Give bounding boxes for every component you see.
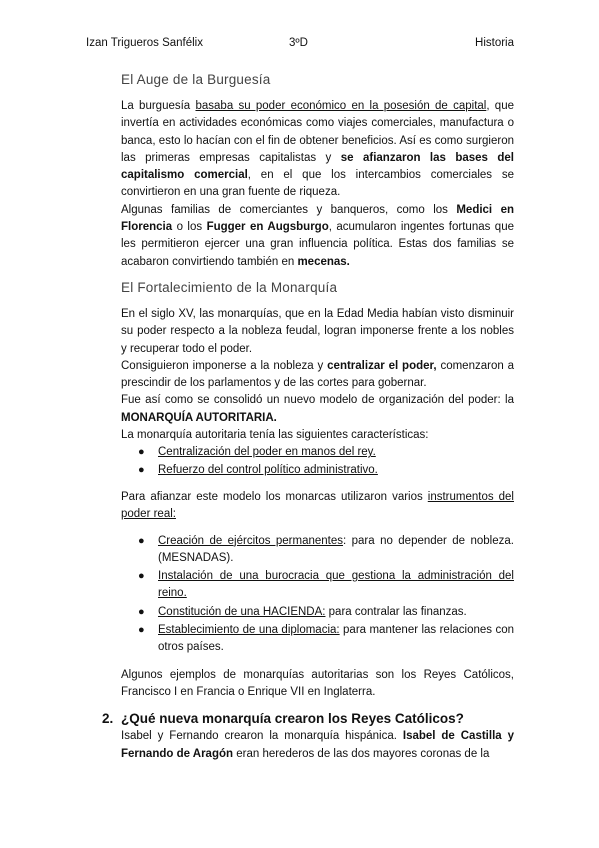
list-item	[121, 622, 514, 657]
list-item-text: para mantener las relaciones con otros países.	[158, 624, 514, 654]
paragraph-familias	[121, 202, 514, 271]
bullet-icon: ●	[138, 446, 145, 459]
section-title-burguesia: El Auge de la Burguesía	[121, 72, 271, 87]
list-item	[121, 462, 514, 479]
list-item-underlined: Creación de ejércitos permanentes	[158, 534, 344, 547]
paragraph-centralizar	[121, 358, 514, 393]
paragraph-caracteristicas: La monarquía autoritaria tenía las siguientes características:	[121, 429, 429, 442]
list-item-text: Centralización del poder en manos del rey.	[158, 446, 376, 459]
list-caracteristicas	[121, 444, 514, 479]
bold-text: Isabel de Castilla y Fernando de Aragón	[121, 730, 514, 760]
text-run: Consiguieron imponerse a la nobleza y	[121, 359, 328, 372]
header-author: Izan Trigueros Sanfélix	[86, 37, 203, 49]
bold-text: Fugger en Augsburgo	[206, 221, 329, 234]
list-instrumentos	[121, 533, 514, 657]
bullet-icon: ●	[138, 463, 145, 476]
question-heading	[102, 711, 514, 727]
question-number: 2.	[102, 711, 114, 727]
header-subject: Historia	[475, 37, 514, 49]
text-run: La burguesía	[121, 100, 196, 112]
section-title-monarquia: El Fortalecimiento de la Monarquía	[121, 279, 338, 295]
list-item	[121, 568, 514, 603]
text-run: Fue así como se consolidó un nuevo modelo de organización del poder: la	[121, 394, 514, 407]
text-run: , acumularon ingentes fortunas que les permitieron ejercer una gran influencia política. Estas dos familias se acabaron convirtiendo también en	[121, 221, 514, 268]
bold-text: mecenas.	[297, 255, 350, 268]
bold-text: centralizar el poder,	[327, 359, 437, 372]
text-run: Isabel y Fernando crearon la monarquía hispánica.	[121, 730, 403, 743]
list-item-text: Refuerzo del control político administrativo.	[158, 463, 378, 476]
list-item	[121, 533, 514, 568]
bullet-icon: ●	[138, 624, 145, 637]
paragraph-burguesia-capital	[121, 98, 514, 202]
bullet-icon: ●	[138, 534, 145, 547]
header-course: 3ºD	[289, 37, 308, 49]
bold-text: MONARQUÍA AUTORITARIA.	[121, 411, 277, 424]
text-run: o los	[172, 221, 207, 234]
paragraph-monarquia-autoritaria	[121, 392, 514, 427]
underlined-text: instrumentos del poder real:	[121, 490, 514, 521]
bullet-icon: ●	[138, 570, 145, 583]
document-body	[102, 72, 515, 763]
list-item-underlined: Constitución de una HACIENDA:	[158, 605, 326, 618]
paragraph-siglo-xv: En el siglo XV, las monarquías, que en la Edad Media habían visto disminuir su poder respecto a la nobleza feudal, logran imponerse frente a los nobles y recuperar todo el poder.	[121, 307, 514, 355]
list-item	[121, 604, 514, 621]
text-run: eran herederos de las dos mayores coronas de la	[233, 747, 490, 760]
text-run: , en el que los intercambios comerciales se convirtieron en una gran fuente de riqueza.	[121, 169, 514, 199]
list-item	[121, 444, 514, 461]
underlined-text: basaba su poder económico en la posesión de capital	[195, 100, 487, 112]
list-item-text: : para no depender de nobleza. (MESNADAS).	[158, 534, 514, 564]
text-run: Algunas familias de comerciantes y banqueros, como los	[121, 203, 457, 216]
paragraph-ejemplos: Algunos ejemplos de monarquías autoritarias son los Reyes Católicos, Francisco I en Francia o Enrique VII en Inglaterra.	[121, 668, 514, 698]
bold-text: se afianzaron las bases del capitalismo comercial	[121, 151, 515, 182]
bullet-icon: ●	[138, 605, 145, 618]
paragraph-reyes-catolicos	[121, 728, 514, 763]
list-item-text: para contralar las finanzas.	[325, 605, 467, 618]
paragraph-instrumentos	[121, 489, 514, 524]
list-item-underlined: Establecimiento de una diplomacia:	[158, 624, 340, 637]
text-run: Para afianzar este modelo los monarcas utilizaron varios	[121, 490, 428, 503]
text-run: , que invertía en actividades económicas como viajes comerciales, manufactura o banca, esto lo hacían con el fin de obtener beneficios. Así es como surgieron las primeras empresas capitalistas y	[121, 100, 514, 164]
bold-text: Medici en Florencia	[121, 203, 514, 234]
question-text: ¿Qué nueva monarquía crearon los Reyes Católicos?	[121, 711, 464, 727]
list-item-underlined: Instalación de una burocracia que gestiona la administración del reino.	[158, 570, 514, 600]
text-run: comenzaron a prescindir de los parlamentos y de las cortes para gobernar.	[121, 359, 515, 390]
